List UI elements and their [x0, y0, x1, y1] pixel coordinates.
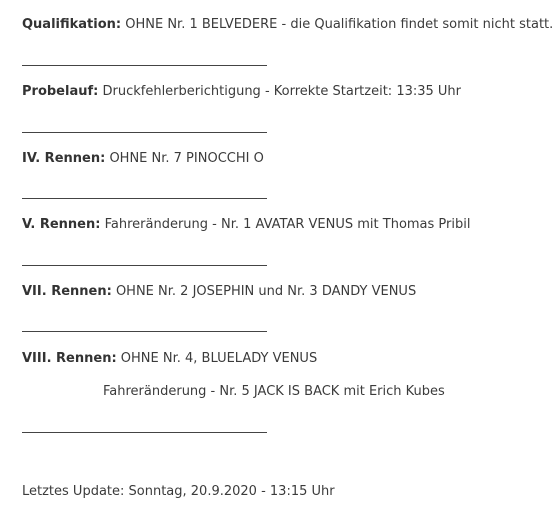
separator-line: [22, 198, 267, 199]
entry-qualifikation: [22, 16, 553, 34]
entry-label: VII. Rennen:: [22, 284, 112, 299]
entry-label: Probelauf:: [22, 84, 99, 99]
entry-label: VIII. Rennen:: [22, 351, 117, 366]
last-update-footer: [22, 483, 335, 501]
entry-label: IV. Rennen:: [22, 151, 106, 166]
entry-text: Druckfehlerberichtigung - Korrekte Startzeit: 13:35 Uhr: [102, 84, 462, 99]
entry-rennen-8: [22, 350, 317, 368]
entry-text: Fahreränderung - Nr. 1 AVATAR VENUS mit Thomas Pribil: [104, 217, 471, 232]
entry-text: OHNE Nr. 4, BLUELADY VENUS: [120, 351, 318, 366]
entry-rennen-5: [22, 216, 470, 234]
entry-label: Qualifikation:: [22, 17, 122, 32]
last-update-text: Letztes Update: Sonntag, 20.9.2020 - 13:15 Uhr: [22, 484, 335, 499]
entry-rennen-8-continuation: [103, 383, 445, 401]
entry-rennen-4: [22, 150, 264, 168]
separator-line: [22, 331, 267, 332]
entry-text: OHNE Nr. 1 BELVEDERE - die Qualifikation findet somit nicht statt.: [125, 17, 554, 32]
entry-label: V. Rennen:: [22, 217, 101, 232]
entry-text: OHNE Nr. 2 JOSEPHIN und Nr. 3 DANDY VENUS: [115, 284, 417, 299]
entry-rennen-7: [22, 283, 416, 301]
entry-text: OHNE Nr. 7 PINOCCHI O: [109, 151, 264, 166]
separator-line: [22, 65, 267, 66]
separator-line: [22, 432, 267, 433]
entry-continuation-text: Fahreränderung - Nr. 5 JACK IS BACK mit Erich Kubes: [103, 384, 445, 399]
separator-line: [22, 265, 267, 266]
entry-probelauf: [22, 83, 461, 101]
separator-line: [22, 132, 267, 133]
